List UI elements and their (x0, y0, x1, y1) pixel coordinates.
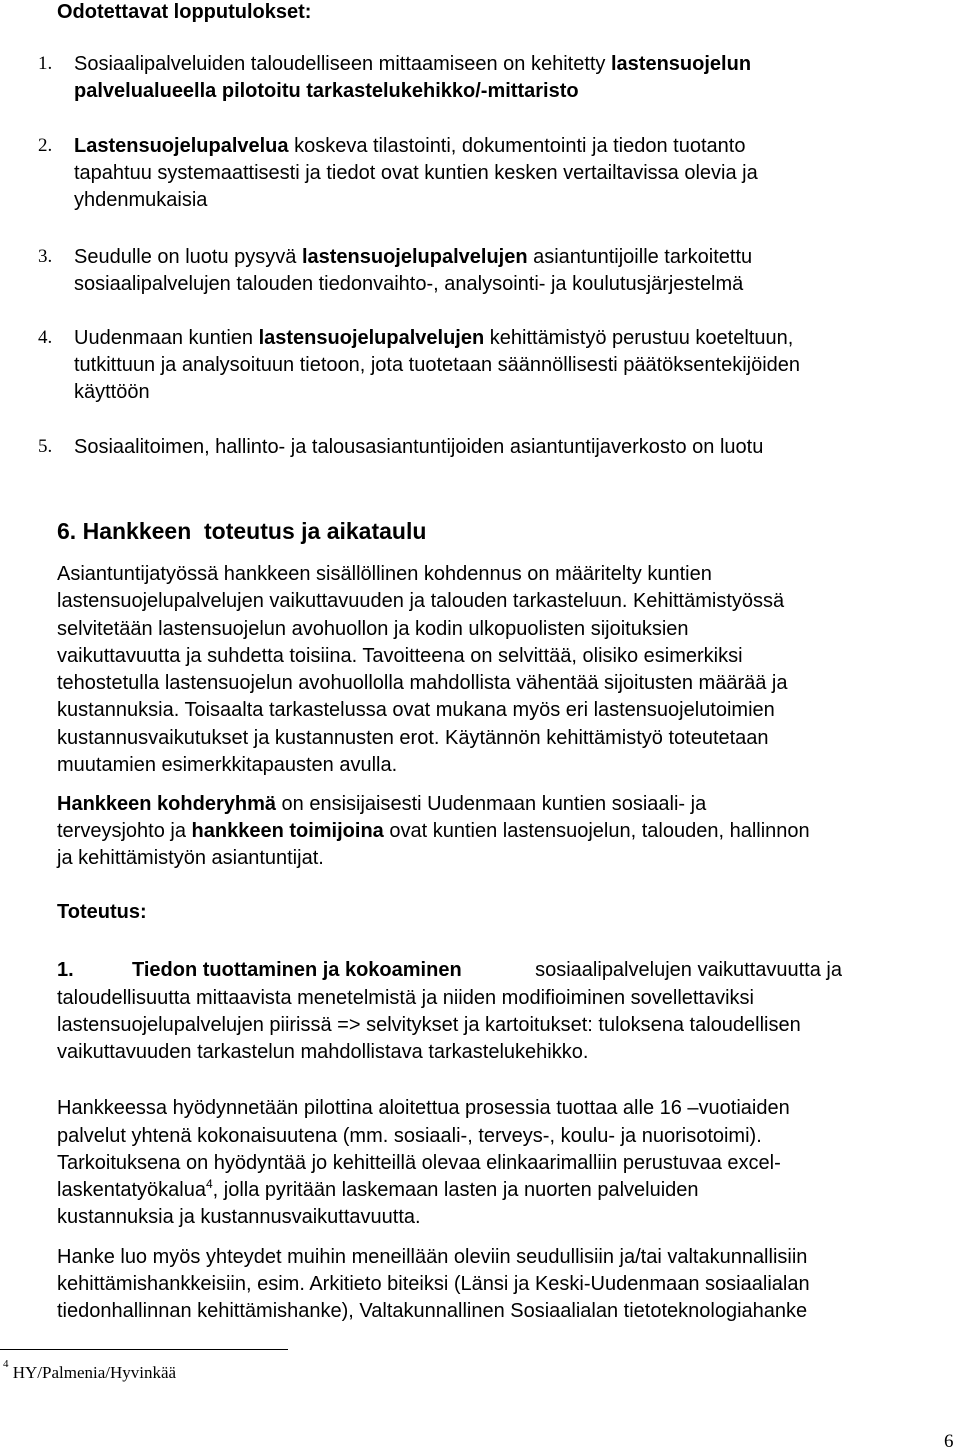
text-line: lastensuojelupalvelujen piirissä => selvitykset ja kartoitukset: tuloksena taloudellisen (57, 1014, 801, 1036)
text-line: kustannuksia ja kustannusvaikuttavuutta. (57, 1206, 421, 1228)
text-line: terveysjohto ja hankkeen toimijoina ovat kuntien lastensuojelun, talouden, hallinnon (57, 820, 810, 842)
footnote-ref: 4 (205, 1177, 213, 1191)
text-line: Hankkeen kohderyhmä on ensisijaisesti Uudenmaan kuntien sosiaali- ja (57, 793, 707, 815)
footnote: $^4$ HY/Palmenia/Hyvinkää (3, 1358, 177, 1382)
list-line: Lastensuojelupalvelua koskeva tilastointi, dokumentointi ja tiedon tuotanto (74, 135, 746, 157)
text-line: ja kehittämistyön asiantuntijat. (57, 847, 324, 869)
text-line: muutamien esimerkkitapausten avulla. (57, 754, 398, 776)
text-line: tiedonhallinnan kehittämishanke), Valtakunnallinen Sosiaalialan tietoteknologiahanke (57, 1300, 808, 1322)
list-line: Sosiaalitoimen, hallinto- ja talousasiantuntijoiden asiantuntijaverkosto on luotu (74, 436, 764, 458)
text-line: kustannuksia. Toisaalta tarkastelussa ovat mukana myös eri lastensuojelutoimien (57, 699, 775, 721)
list-number: 5. (38, 436, 53, 457)
text-line: Tarkoituksena on hyödyntää jo kehitteillä olevaa elinkaarimalliin perustuvaa excel- (57, 1152, 781, 1174)
subheading: Toteutus: (57, 901, 147, 923)
footnote-divider (0, 1349, 288, 1350)
list-line: tapahtuu systemaattisesti ja tiedot ovat kuntien kesken vertailtavissa olevia ja (74, 162, 758, 184)
list-line: sosiaalipalvelujen talouden tiedonvaihto-, analysointi- ja koulutusjärjestelmä (74, 273, 744, 295)
list-line: käyttöön (74, 381, 150, 403)
text-line: kustannusvaikutukset ja kustannusten erot. Käytännön kehittämistyö toteutetaan (57, 727, 769, 749)
text-line: vaikuttavuutta ja suhdetta toisiina. Tavoitteena on selvittää, olisiko esimerkiksi (57, 645, 743, 667)
list-line: yhdenmukaisia (74, 189, 208, 211)
list-number: 1. (38, 53, 53, 74)
text-line: Hankkeessa hyödynnetään pilottina aloitettua prosessia tuottaa alle 16 –vuotiaiden (57, 1097, 790, 1119)
text-line: selvitetään lastensuojelun avohuollon ja kodin ulkopuolisten sijoituksien (57, 618, 689, 640)
text-line: Hanke luo myös yhteydet muihin meneillään oleviin seudullisiin ja/tai valtakunnallisiin (57, 1246, 808, 1268)
list-line: Uudenmaan kuntien lastensuojelupalvelujen kehittämistyö perustuu koeteltuun, (74, 327, 794, 349)
text-line: vaikuttavuuden tarkastelun mahdollistava tarkastelukehikko. (57, 1041, 589, 1063)
list-line: Sosiaalipalveluiden taloudelliseen mittaamiseen on kehitetty lastensuojelun (74, 53, 752, 75)
text-line: palvelut yhtenä kokonaisuutena (mm. sosiaali-, terveys-, koulu- ja nuorisotoimi). (57, 1125, 762, 1147)
list-number: 2. (38, 135, 53, 156)
text-line: lastensuojelupalvelujen vaikuttavuuden ja talouden tarkasteluun. Kehittämistyössä (57, 590, 785, 612)
list-number: 3. (38, 246, 53, 267)
text-line: taloudellisuutta mittaavista menetelmistä ja niiden modifioiminen sovellettaviksi (57, 987, 755, 1009)
results-heading: Odotettavat lopputulokset: (57, 1, 312, 23)
text-line: tehostetulla lastensuojelun avohuollolla mahdollista vähentää sijoitusten määrää ja (57, 672, 788, 694)
text-line: Asiantuntijatyössä hankkeen sisällöllinen kohdennus on määritelty kuntien (57, 563, 712, 585)
list-number: 4. (38, 327, 53, 348)
list-line: palvelualueella pilotoitu tarkastelukehikko/-mittaristo (74, 80, 579, 102)
text-line: kehittämishankkeisiin, esim. Arkitieto biteiksi (Länsi ja Keski-Uudenmaan sosiaalialan (57, 1273, 810, 1295)
page-number: 6 (944, 1431, 954, 1452)
list-line: tutkittuun ja analysoituun tietoon, jota tuotetaan säännöllisesti päätöksentekijöiden (74, 354, 801, 376)
text-line: laskentatyökalua$^4$, jolla pyritään laskemaan lasten ja nuorten palveluiden (57, 1177, 699, 1201)
list-line: Seudulle on luotu pysyvä lastensuojelupalvelujen asiantuntijoille tarkoitettu (74, 246, 753, 268)
text-line: 1. Tiedon tuottaminen ja kokoaminen sosiaalipalvelujen vaikuttavuutta ja (57, 959, 842, 981)
section-heading: 6. Hankkeen toteutus ja aikataulu (57, 518, 427, 544)
